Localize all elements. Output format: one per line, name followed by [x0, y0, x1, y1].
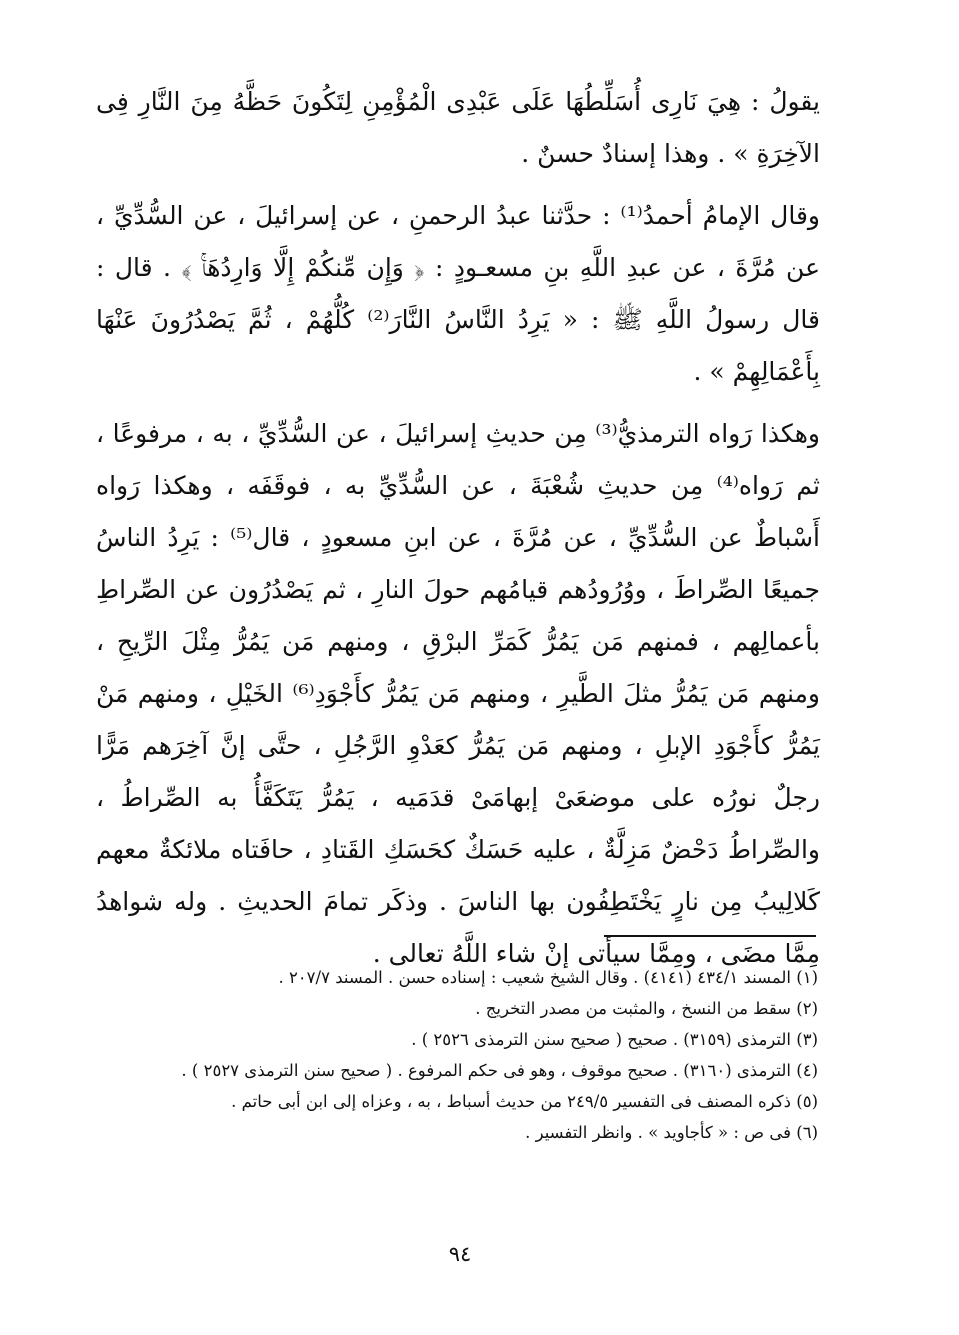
footnote-6: (٦) فى ص : « كأجاويد » . وانظر التفسير .	[525, 1123, 818, 1142]
footnote-1: (١) المسند ٤٣٤/١ (٤١٤١) . وقال الشيخ شعيب : إسناده حسن . المسند ٢٠٧/٧ .	[278, 968, 818, 987]
footnote-3: (٣) الترمذى (٣١٥٩) . صحيح ( صحيح سنن الترمذى ٢٥٢٦ ) .	[411, 1030, 818, 1049]
main-text	[96, 76, 820, 980]
paragraph-3: وهكذا رَواه الترمذيُّ⁽³⁾ مِن حديثِ إسرائيلَ ، عن السُّدِّيِّ ، به ، مرفوعًا ، ثم رَواه⁽⁴⁾ مِن حديثِ شُعْبَةَ ، عن السُّدِّيِّ به ، فوقَفَه ، وهكذا رَواه أَسْباطٌ عن السُّدِّيِّ ، عن مُرَّةَ ، عن ابنِ مسعودٍ ، قال⁽⁵⁾ : يَرِدُ الناسُ جميعًا الصِّراطَ ، ووُرُودُهم قيامُهم حولَ النارِ ، ثم يَصْدُرُون عن الصِّراطِ بأعمالِهم ، فمنهم مَن يَمُرُّ كَمَرِّ البرْقِ ، ومنهم مَن يَمُرُّ مِثْلَ الرِّيحِ ، ومنهم مَن يَمُرُّ مثلَ الطَّيرِ ، ومنهم مَن يَمُرُّ كأَجْوَدِ⁽⁶⁾ الخَيْلِ ، ومنهم مَنْ يَمُرُّ كأَجْوَدِ الإبلِ ، ومنهم مَن يَمُرُّ كعَدْوِ الرَّجُلِ ، حتَّى إنَّ آخِرَهم مَرًّا رجلٌ نورُه على موضعَىْ إبهامَىْ قدَمَيه ، يَمُرُّ يَتَكَفَّأُ به الصِّراطُ ، والصِّراطُ دَحْضٌ مَزِلَّةٌ ، عليه حَسَكٌ كحَسَكِ القَتادِ ، حافَتاه ملائكةٌ معهم كَلالِيبُ مِن نارٍ يَخْتَطِفُون بها الناسَ . وذكَر تمامَ الحديثِ . وله شواهدُ مِمَّا مضَى ، ومِمَّا سيأتى إنْ شاء اللَّهُ تعالى .	[96, 419, 821, 968]
footnote-5: (٥) ذكره المصنف فى التفسير ٢٤٩/٥ من حديث أسباط ، به ، وعزاه إلى ابن أبى حاتم .	[231, 1092, 818, 1111]
footnote-2: (٢) سقط من النسخ ، والمثبت من مصدر التخريج .	[475, 999, 818, 1018]
paragraph-1: يقولُ : هِيَ نَارِى أُسَلِّطُهَا عَلَى عَبْدِى الْمُؤْمِنِ لِتَكُونَ حَظَّهُ مِنَ النَّارِ فِى الآخِرَةِ » . وهذا إسنادٌ حسنٌ .	[96, 87, 820, 168]
footnotes	[150, 962, 818, 1148]
page-number: ٩٤	[448, 1242, 472, 1266]
footnote-4: (٤) الترمذى (٣١٦٠) . صحيح موقوف ، وهو فى حكم المرفوع . ( صحيح سنن الترمذى ٢٥٢٧ ) .	[181, 1061, 818, 1080]
paragraph-2: وقال الإمامُ أحمدُ⁽¹⁾ : حدَّثنا عبدُ الرحمنِ ، عن إسرائيلَ ، عن السُّدِّيِّ ، عن مُرَّةَ ، عن عبدِ اللَّهِ بنِ مسعـودٍ : ﴿ وَإِن مِّنكُمْ إِلَّا وَارِدُهَاۚ ﴾ . قال : قال رسولُ اللَّهِ ﷺ : « يَرِدُ النَّاسُ النَّارَ⁽²⁾ كُلُّهُمْ ، ثُمَّ يَصْدُرُونَ عَنْهَا بِأَعْمَالِهِمْ » .	[96, 201, 820, 386]
footnote-separator	[604, 935, 816, 937]
